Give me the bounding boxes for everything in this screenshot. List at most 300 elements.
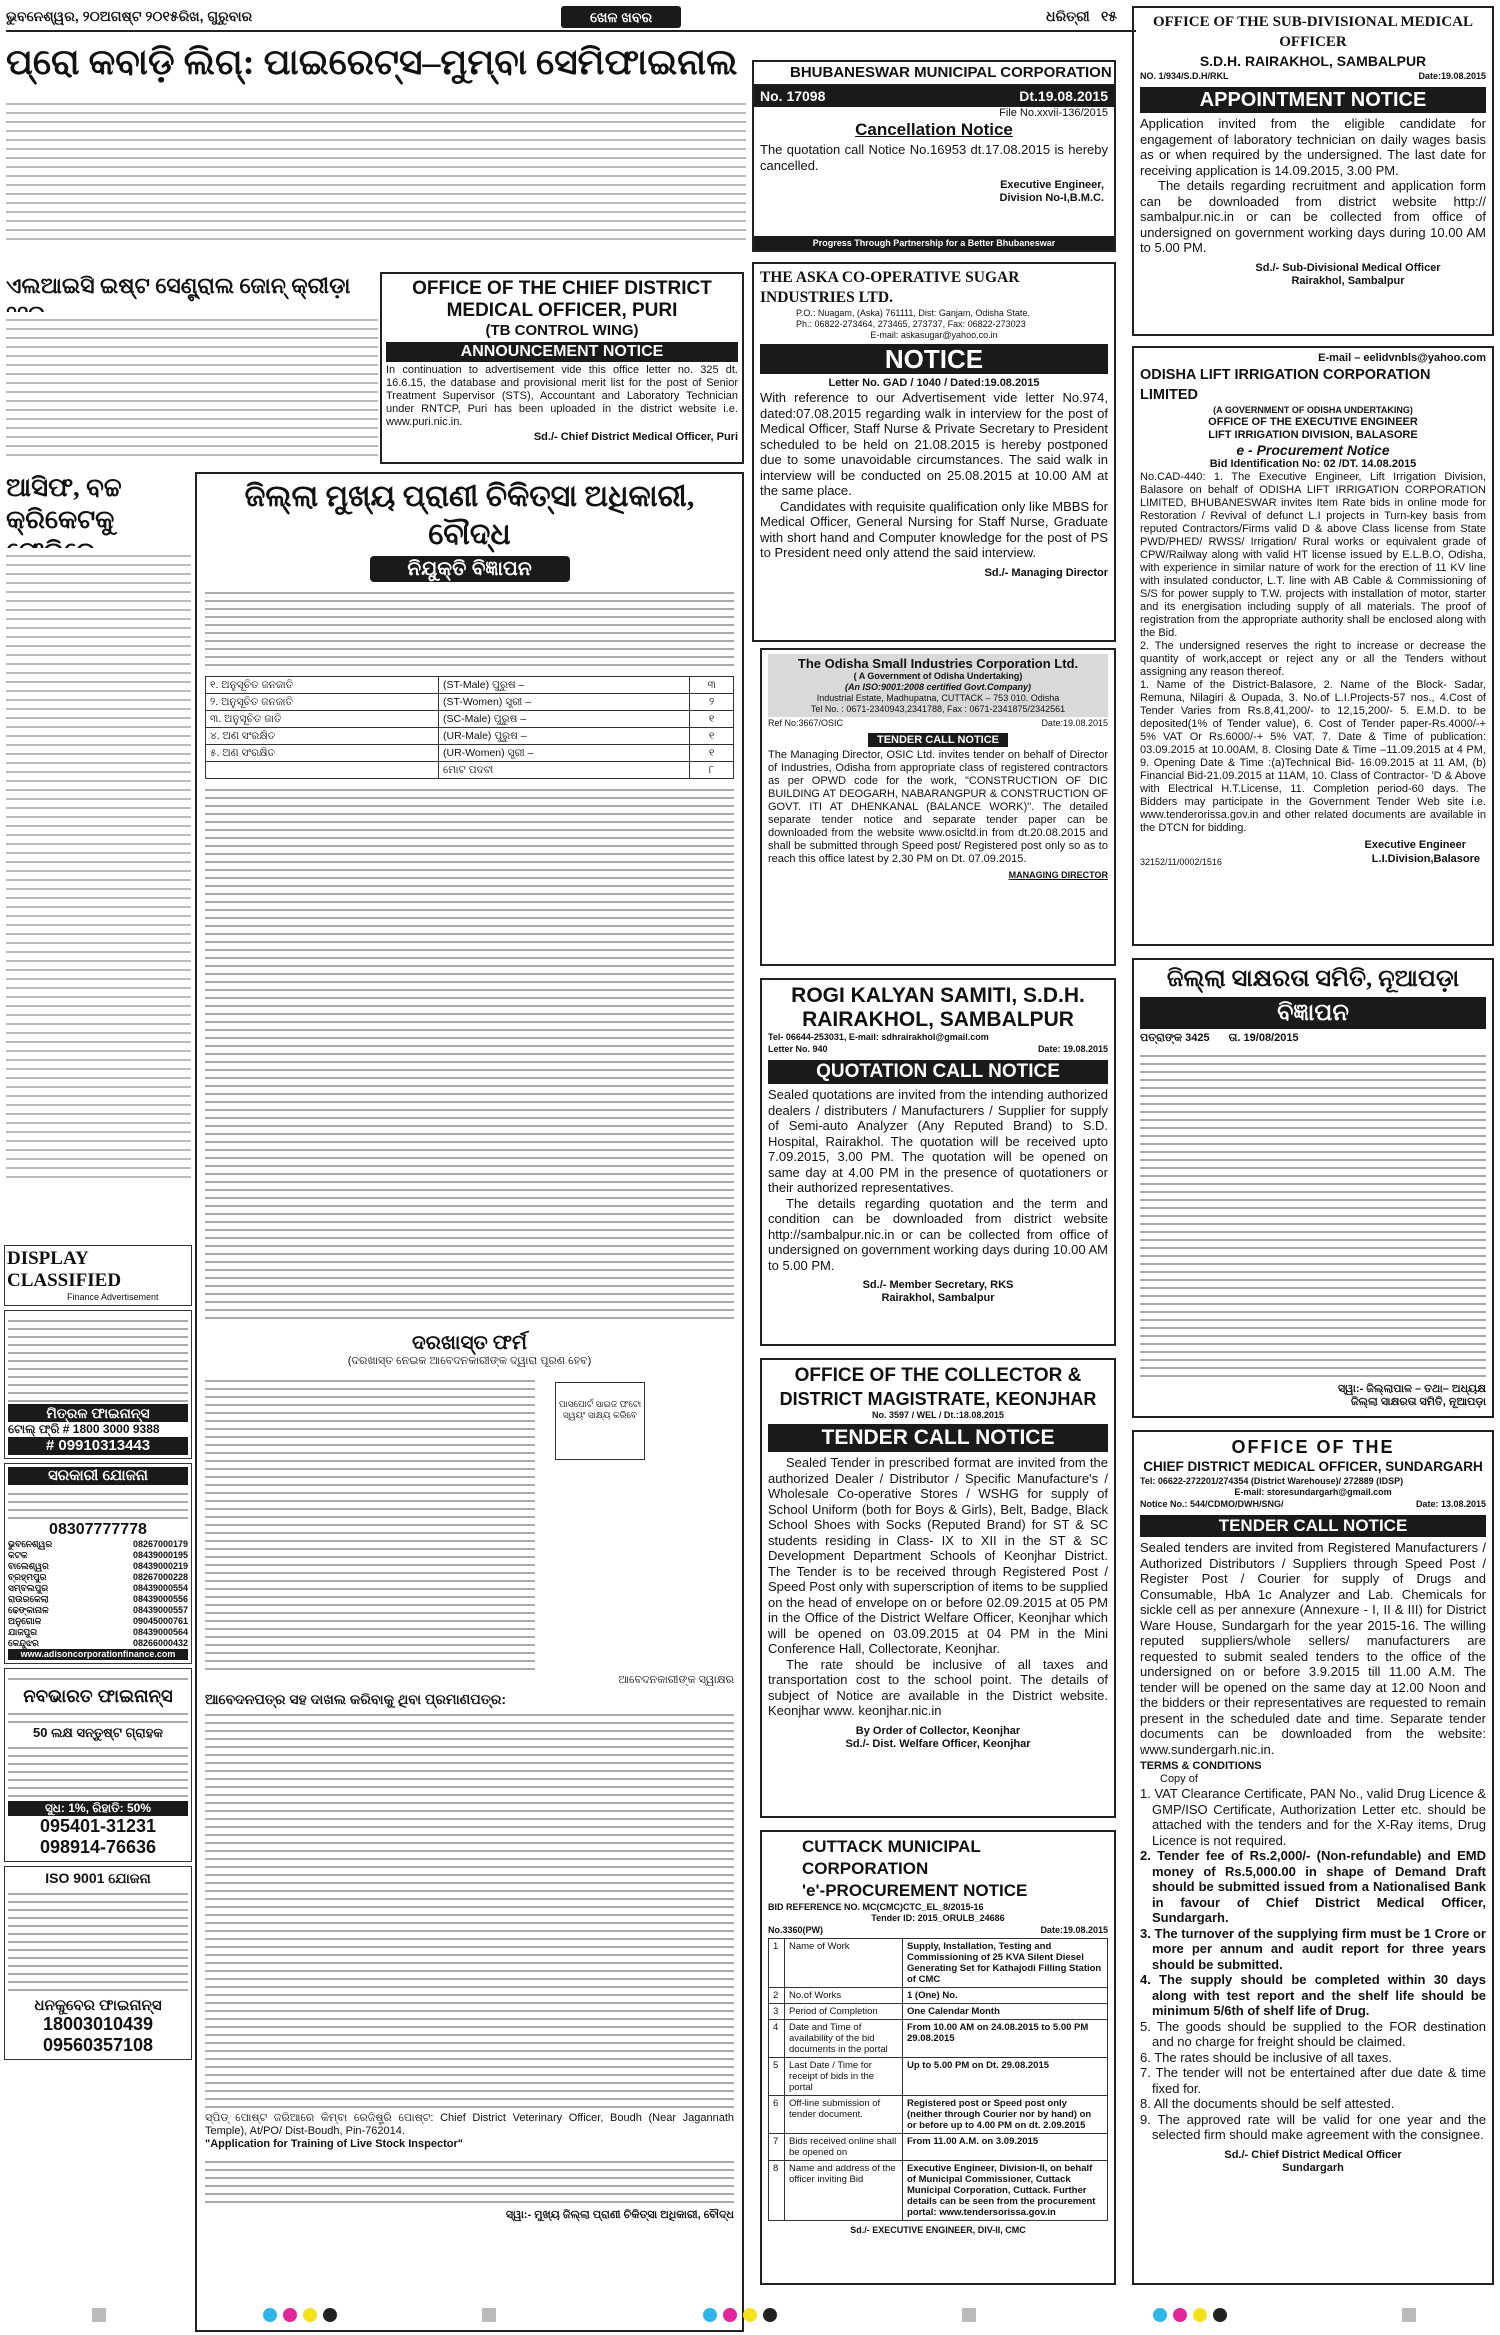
page-header [6,4,1136,32]
boudh-form-lines [205,1374,535,1670]
rks-title-2: RAIRAKHOL, SAMBALPUR [802,1008,1074,1031]
cdmo-puri-notice [380,272,744,464]
sundargarh-sign-2: Sundargarh [1282,2161,1344,2174]
adi-phone-row [8,1594,188,1605]
magenta-dot [283,2308,297,2322]
cmc-table-row [769,2096,1108,2134]
adi-phone-number: 08439000557 [132,1605,188,1615]
sdmo-sign-1: Sd./- Sub-Divisional Medical Officer [1255,261,1441,274]
boudh-address: ସ୍ପିଡ୍ ପୋଷ୍ଟ ଜରିଆରେ କିମ୍ବା ରେଜିଷ୍ଟ୍ରି ପୋଷ୍ଟ: Chief District Veterinary Officer, Boudh (Near Jagannath Temple), At/PO/ Dist-Boudh, Pin-762014. [205,2112,734,2137]
olic-sign-2: L.I.Division,Balasore [1371,853,1480,865]
boudh-intro [205,586,734,672]
keonjhar-title-2: DISTRICT MAGISTRATE, KEONJHAR [779,1389,1097,1409]
sundargarh-term: 2. Tender fee of Rs.2,000/- (Non-refundable) and EMD money of Rs.5,000.00 in shape of Demand Draft should be submitted issued from a Nationalised Bank in favour of Chief District Medical Officer, Sundargarh. [1140,1848,1486,1925]
color-swatches-right [1150,2308,1230,2327]
boudh-table-row [206,745,734,762]
sdmo-body-1: Application invited from the eligible candidate for engagement of laboratory technician on daily wages basis as or when required by the undersigned. The last date for receiving application is 14.09.2015, 3.00 PM. [1140,116,1486,178]
osic-notice-label: TENDER CALL NOTICE [868,733,1008,747]
rks-body-2: The details regarding quotation and the term and condition can be downloaded from district website http://sambalpur.nic.in or can be collected from office of undersigned on government working days during 10.00 AM to 5.00 PM. [768,1195,1108,1273]
cmc-table-cell-sl: 8 [769,2161,785,2221]
boudh-table-cell-cat: (UR-Women) ସ୍ତ୍ରୀ – [439,745,690,762]
olic-govt: (A GOVERNMENT OF ODISHA UNDERTAKING) [1213,405,1413,415]
aska-letter: Letter No. GAD / 1040 / Dated:19.08.2015 [828,377,1040,389]
yellow-dot [1193,2308,1207,2322]
magenta-dot [723,2308,737,2322]
sundargarh-term: 9. The approved rate will be valid for one year and the selected firm should make agreement with the consignee. [1140,2111,1486,2142]
cmc-table-row [769,2004,1108,2020]
sundargarh-copy-of: Copy of [1160,1773,1198,1785]
dhankuber-phone-1: 18003010439 [42,2014,154,2034]
aska-sign: Sd./- Managing Director [984,566,1108,579]
boudh-table-cell-cat: ମୋଟ ପଦବୀ [439,762,690,779]
cmc-tender-id: Tender ID: 2015_ORULB_24686 [871,1913,1005,1923]
rks-letter: Letter No. 940 [768,1044,828,1054]
adi-phone-city: ବ୍ରହ୍ମପୁର [8,1572,47,1582]
sdmo-notice [1132,6,1494,336]
olic-body-3: 1. Name of the District-Balasore, 2. Name of the Block- Sadar, Remuna, Nilagiri & Oupada, 3. No.of L.I.Projects-57 nos., 4.Cost of Tender Varies from Rs.8,41,200/- to 12,15,200/- 5. E.M.D. to be deposited(1% of Tender value), 6. Cost of Tender paper-Rs.4000/-+ 5% VAT Or Rs.6000/-+ 5% VAT. 7. Date & Time of publication: 03.09.2015 at 10.00AM, 8. Closing Date & Time –11.09.2015 at 4 PM, 9. Opening Date & Time :(a)Technical Bid- 16.09.2015 at 11 AM, (b) Financial Bid-21.09.2015 at 11AM, 10. Class of Contractor- 'D & Above with Electrical H.T.License, 11. Completion period-60 days. The Bidders may participate in the Government Tender Web site i.e. www.tenderorissa.gov.in and other related documents are available in the DTCN for bidding. [1140,679,1486,834]
nuapada-date: ତା. 19/08/2015 [1228,1032,1299,1044]
sundargarh-terms-title: TERMS & CONDITIONS [1140,1760,1262,1772]
lic-story [6,272,378,472]
nuapada-patrank-label: ପତ୍ରାଙ୍କ [1140,1032,1183,1044]
adi-phone-city: ଭୁବନେଶ୍ୱର [8,1539,53,1549]
bmc-title: Cancellation Notice [855,120,1013,139]
adi-phone-city: କଟକ [8,1550,28,1560]
cdmo-puri-title-1: OFFICE OF THE CHIEF DISTRICT [412,278,712,299]
keonjhar-title-1: OFFICE OF THE COLLECTOR & [794,1365,1082,1386]
olic-bid-id: Bid Identification No: 02 /DT. 14.08.2015 [1209,458,1417,470]
sundargarh-term: 4. The supply should be completed within 30 days along with test report and the shelf life should be minimum 5/6th of shelf life of Drug. [1140,1972,1486,2018]
boudh-table-cell-no: ୪. ଅଣ ସଂରକ୍ଷିତ [206,728,439,745]
cmc-table-cell-value: Up to 5.00 PM on Dt. 29.08.2015 [903,2058,1108,2096]
asif-headline-2: କ୍ରିକେଟକୁ [6,505,115,534]
aska-notice [752,262,1116,642]
sdmo-body-2: The details regarding recruitment and application form can be downloaded from district website http:// sambalpur.nic.in or can be collected from office of undersigned on government working days during 10.00 AM to 5.00 PM. [1140,178,1486,255]
asif-story [6,472,191,1282]
cmc-table-cell-value: Supply, Installation, Testing and Commissioning of 25 KVA Silent Diesel Generating Set for Kathajodi Filling Station of CMC [903,1939,1108,1988]
boudh-table-cell-no: ୨. ଅନୁସୂଚିତ ଜନଜାତି [206,694,439,711]
nabbharat-rate: ସୁଧ: 1%, ରିହାତି: 50% [8,1801,188,1816]
display-classified-banner [4,1245,192,1306]
rks-sign-2: Rairakhol, Sambalpur [881,1292,995,1304]
keonjhar-sign-2: Sd./- Dist. Welfare Officer, Keonjhar [845,1737,1031,1750]
adi-web: www.adisoncorporationfinance.com [8,1649,188,1660]
osic-govt: ( A Government of Odisha Undertaking) [853,671,1023,681]
adi-phone-number: 08439000556 [132,1594,188,1604]
nuapada-sign-1: ସ୍ୱା:- ଜିଲ୍ଲାପାଳ – ତଥା– ଅଧ୍ୟକ୍ଷ [1337,1383,1486,1395]
sdmo-date: Date:19.08.2015 [1418,71,1486,81]
osic-ref-row [768,717,1108,731]
osic-addr: Industrial Estate, Madhupatna, CUTTACK – 753 010. Odisha [816,693,1060,703]
yellow-dot [303,2308,317,2322]
boudh-title: ଜିଲ୍ଲା ମୁଖ୍ୟ ପ୍ରାଣୀ ଚିକିତ୍ସା ଅଧିକାରୀ, ବୌଦ୍ଧ [244,480,695,551]
adi-phone-number: 08439000195 [132,1550,188,1560]
dateline: ଭୁବନେଶ୍ୱର, ୨୦ଅଗଷ୍ଟ ୨୦୧୫ରିଖ, ଗୁରୁବାର [6,8,253,24]
adi-phone-row [8,1605,188,1616]
adi-phone-row [8,1583,188,1594]
sundargarh-terms-list [1140,1786,1486,2143]
iso-title: ISO 9001 ଯୋଜନା [45,1870,151,1886]
sundargarh-term: 8. All the documents should be self attested. [1140,2096,1395,2111]
cmc-table-row [769,2020,1108,2058]
cmc-no: No.3360(PW) [768,1925,824,1935]
aska-title: THE ASKA CO-OPERATIVE SUGAR INDUSTRIES LTD. [760,269,1020,306]
adi-phone-list [8,1539,188,1649]
sundargarh-term: 6. The rates should be inclusive of all taxes. [1140,2049,1392,2065]
cmc-table-cell-value: Registered post or Speed post only (neither through Courier nor by hand) on or before up to 4.00 PM on dt. 2.09.2015 [903,2096,1108,2134]
mitra-finance-name: ମିତ୍ରଳ ଫାଇନାନ୍ସ [8,1404,188,1422]
cmc-bid-ref: BID REFERENCE NO. MC(CMC)CTC_EL_8/2015-16 [768,1902,984,1912]
boudh-table-cell-cat: (SC-Male) ପୁରୁଷ – [439,711,690,728]
boudh-table-cell-count: ୧ [690,728,734,745]
bmc-body: The quotation call Notice No.16953 dt.17.08.2015 is hereby cancelled. [760,142,1108,173]
osic-date: Date:19.08.2015 [1041,718,1108,728]
cdmo-puri-sign: Sd./- Chief District Medical Officer, Puri [533,431,738,443]
sdmo-subtitle: S.D.H. RAIRAKHOL, SAMBALPUR [1199,53,1427,69]
bmc-no: No. 17098 [760,88,826,104]
rks-date: Date: 19.08.2015 [1037,1044,1108,1054]
cyan-dot [263,2308,277,2322]
osic-iso: (An ISO:9001:2008 certified Govt.Company) [844,682,1032,692]
section-label: ଖେଳ ଖବର [561,6,681,28]
black-dot [1213,2308,1227,2322]
adison-finance-ad [4,1463,192,1664]
grey-bar [1402,2308,1416,2322]
cmc-table-cell-label: No.of Works [785,1988,903,2004]
rks-tel: Tel- 06644-253031, E-mail: sdhrairakhol@gmail.com [768,1032,989,1042]
nabbharat-lakh: 50 ଲକ୍ଷ ସନ୍ତୁଷ୍ଟ ଗ୍ରାହକ [33,1725,163,1740]
rks-body-1: Sealed quotations are invited from the intending authorized dealers / distributers / Manufacturers / Supplier for supply of Semi-auto Analyzer (Any Reputed Brand) to S.D. Hospital, Rairakhol. The quotation will be received upto 7.09.2015, 3.00 PM. The quotation will be opened on same day at 4.00 PM in the presence of quotationers or their authorized representatives. [768,1087,1108,1195]
rks-sign-1: Sd./- Member Secretary, RKS [862,1279,1014,1291]
adi-phone-row [8,1616,188,1627]
boudh-table-row [206,677,734,694]
cmc-table-cell-value: From 11.00 A.M. on 3.09.2015 [903,2134,1108,2161]
nuapada-subtitle: ବିଜ୍ଞାପନ [1140,997,1486,1029]
adi-phone-number: 08439000564 [132,1627,188,1637]
keonjhar-notice-label: TENDER CALL NOTICE [768,1424,1108,1452]
olic-body-1: No.CAD-440: 1. The Executive Engineer, Lift Irrigation Division, Balasore on behalf of ODISHA LIFT IRRIGATION CORPORATION LIMITED, BHUBANESWAR invites Item Rate bids in online mode for Restoration / Revival of defunct L.I projects in Turn-key basis from reputed Contractors/Firms valid D & above Class license from State PWD/PHED/ RWSS/ Irrigation/ Rural works or equivalent grade of CPW/Railway along with valid HT license issued by E.L.B.O, Odisha, with experience in similar nature of work for the erection of 11 KV line with insulated conductor, L.T. line with AB Cable & Commissioning of S/S for power supply to T.W. projects with installation of motor, starter and its energisation including supply of all materials. The proof of registration from the appropriate authority shall be enclosed along with the Bid. [1140,471,1486,639]
adi-phone-city: ରାଉରକେଲା [8,1594,49,1604]
olic-sign-1: Executive Engineer [1364,839,1466,851]
adi-phone-city: ଯାଜପୁର [8,1627,38,1637]
adi-phone-number: 08267000179 [132,1539,188,1549]
cmc-table-row [769,2161,1108,2221]
boudh-recruitment [195,472,744,2332]
boudh-form-fields [205,1374,734,1674]
aska-body-1: With reference to our Advertisement vide letter No.974, dated:07.08.2015 regarding walk in interview for the post of Medical Officer, Staff Nurse & Private Secretary to President scheduled to be held on 21.08.2015 is hereby postponed due to some unavoidable circumstances. The said walk in interview will be conducted on 25.08.2015 at 10.00 AM at the same place. [760,390,1108,498]
grey-bar [962,2308,976,2322]
bmc-number-band [754,85,1114,107]
adi-phone-row [8,1627,188,1638]
sundargarh-title-1: OFFICE OF THE [1231,1437,1395,1457]
olic-footer [1140,839,1486,869]
boudh-table-cell-count: ୧ [690,745,734,762]
nuapada-ref-row [1140,1032,1486,1045]
asif-headline-1: ଆସିଫ, ବଚ୍ଚ [6,473,122,502]
brand: ଧରିତ୍ରୀ [1046,8,1090,24]
kabaddi-headline: ପ୍ରୋ କବାଡ଼ି ଲିଗ୍: ପାଇରେଟ୍ସ–ମୁମ୍ବା ସେମିଫାଇନାଲ [6,42,738,82]
cdmo-puri-title-2: MEDICAL OFFICER, PURI [446,300,678,321]
boudh-table-row [206,694,734,711]
aska-addr-2: Ph.: 06822-273464, 273465, 273737, Fax: 06822-273023 [796,319,1026,329]
nuapada-patrank: 3425 [1185,1032,1210,1044]
osic-notice [760,648,1116,966]
grey-bar [482,2308,496,2322]
keonjhar-body-2: The rate should be inclusive of all taxes and transportation cost to the school point. The details of subject of Notice are available in the District website. Keonjhar www. keonjhar.nic.in [768,1656,1108,1718]
yojana-phone: 08307777778 [49,1521,147,1538]
boudh-table-row [206,711,734,728]
mitra-tollfree: ଟୋଲ୍ ଫ୍ରି # 1800 3000 9388 [8,1422,160,1436]
sundargarh-term: 5. The goods should be supplied to the FOR destination and no charge for freight should be claimed. [1140,2018,1486,2049]
cmc-table-cell-label: Date and Time of availability of the bid documents in the portal [785,2020,903,2058]
bmc-sign-1: Executive Engineer, [1000,179,1104,191]
osic-header [768,654,1108,717]
adi-phone-city: ସମ୍ବଲପୁର [8,1583,49,1593]
nuapada-title: ଜିଲ୍ଲା ସାକ୍ଷରତା ସମିତି, ନୂଆପଡ଼ା [1166,966,1460,992]
sundargarh-email: E-mail: storesundargarh@gmail.com [1234,1487,1392,1497]
display-classified-sub: Finance Advertisement [67,1292,159,1302]
sundargarh-ref-row [1140,1498,1486,1512]
cmc-title: CUTTACK MUNICIPAL CORPORATION [802,1837,981,1878]
aska-addr-1: P.O.: Nuagam, (Aska) 761111, Dist: Ganjam, Odisha State. [796,308,1030,318]
boudh-table-cell-count: ୧ [690,711,734,728]
boudh-table-cell-count: ୨ [690,694,734,711]
sdmo-title: OFFICE OF THE SUB-DIVISIONAL MEDICAL OFFICER [1152,14,1474,50]
bmc-tagline: Progress Through Partnership for a Better Bhubaneswar [754,236,1114,250]
cyan-dot [703,2308,717,2322]
cmc-table-cell-label: Last Date / Time for receipt of bids in the portal [785,2058,903,2096]
cmc-table-cell-sl: 2 [769,1988,785,2004]
adi-phone-city: ଢେଙ୍କାନାଳ [8,1605,49,1615]
nabbharat-tagline [8,1707,188,1725]
cmc-table-cell-sl: 4 [769,2020,785,2058]
cmc-table-cell-sl: 5 [769,2058,785,2096]
sundargarh-tel: Tel: 06622-272201/274354 (District Warehouse)/ 272889 (IDSP) [1140,1476,1404,1486]
boudh-photo-box: ପାସପୋର୍ଟ ସାଇଜ ଫଟୋ ସ୍ୱୟଂ ସାକ୍ଷ୍ୟ କରିବେ [555,1382,645,1460]
cmc-table-row [769,2134,1108,2161]
nabbharat-title: ନବଭାରତ ଫାଇନାନ୍ସ [23,1686,173,1706]
boudh-table-cell-count: ୩ [690,677,734,694]
adi-phone-number: 08266000432 [132,1638,188,1648]
cmc-table-cell-label: Bids received online shall be opened on [785,2134,903,2161]
adi-phone-number: 09045000761 [132,1616,188,1626]
color-swatches-mid [700,2308,780,2327]
boudh-form-title: ଦରଖାସ୍ତ ଫର୍ମ [412,1332,527,1354]
black-dot [763,2308,777,2322]
dhankuber-phone-2: 09560357108 [42,2035,154,2055]
nabbharat-phone-1: 095401-31231 [39,1816,157,1836]
mitra-finance-text [8,1314,188,1404]
cdmo-puri-subtitle: (TB CONTROL WING) [485,322,639,339]
sdmo-notice-label: APPOINTMENT NOTICE [1140,87,1486,113]
sundargarh-term: 7. The tender will not be entertained after due date & time fixed for. [1140,2065,1486,2096]
classifieds-column [4,1245,192,2285]
boudh-signature: ଆବେଦନକାରୀଙ୍କ ସ୍ୱାକ୍ଷର [618,1674,734,1686]
color-swatches-left [260,2308,340,2327]
sundargarh-body: Sealed tenders are invited from Registered Manufacturers / Authorized Distributors / Suppliers through Speed Post / Register Post / Courier for supply of Drugs and Consumable, HbA 1c Analyzer and Lab. Chemicals for sickle cell as per annexure (Annexure - I, II & III) for District Ware House, Sundargarh for the year 2015-16. The willing reputed suppliers/whole sellers/ manufacturers are requested to submit sealed tenders to the office of the undersigned on or before 3.9.2015 till 11.00 A.M. The tender will be opened on the same day at 12.00 Noon and the bidders or their representatives are requested to remain present in the scheduled date and time. Separate tender documents can be downloaded from the website: www.sundergarh.nic.in. [1140,1540,1486,1757]
cmc-date: Date:19.08.2015 [1040,1925,1108,1935]
boudh-table-cell-no: ୩. ଅନୁସୂଚିତ ଜାତି [206,711,439,728]
cdmo-puri-notice-label: ANNOUNCEMENT NOTICE [386,342,738,362]
olic-email: E-mail – eelidvnbls@yahoo.com [1318,352,1486,364]
kabaddi-body [6,96,746,246]
aska-body-2: Candidates with requisite qualification only like MBBS for Medical Officer, General Nursing for Staff Nurse, Graduate with short hand and Computer knowledge for the post of PS to President need only attend the said interview. [760,498,1108,560]
rks-title-1: ROGI KALYAN SAMITI, S.D.H. [791,984,1085,1007]
aska-notice-label: NOTICE [760,344,1108,374]
yellow-dot [743,2308,757,2322]
olic-notice [1132,346,1494,946]
cmc-table [768,1938,1108,2221]
rks-notice-label: QUOTATION CALL NOTICE [768,1060,1108,1084]
sdmo-ref-row [1140,70,1486,84]
sundargarh-term: 1. VAT Clearance Certificate, PAN No., valid Drug Licence & GMP/ISO Certificate, Authorization Letter etc. should be attached with the tenders and for the X-Ray items, Drug Licence is not required. [1140,1786,1486,1848]
nuapada-body [1140,1049,1486,1379]
sundargarh-title-2: CHIEF DISTRICT MEDICAL OFFICER, SUNDARGARH [1143,1459,1483,1474]
asif-body [6,548,191,1183]
sundargarh-notice-no: Notice No.: 544/CDMO/DWH/SNG/ [1140,1499,1284,1509]
cmc-table-cell-label: Name and address of the officer inviting Bid [785,2161,903,2221]
page-number: ୧୫ [1101,8,1118,24]
sdmo-no: NO. 1/934/S.D.H/RKL [1140,71,1229,81]
mitra-finance-ad [4,1310,192,1459]
osic-sign: MANAGING DIRECTOR [1008,870,1108,880]
boudh-post-table [205,676,734,779]
boudh-cert-list [205,1708,734,2108]
cyan-dot [1153,2308,1167,2322]
cmc-table-cell-value: 1 (One) No. [903,1988,1108,2004]
sundargarh-date: Date: 13.08.2015 [1415,1499,1486,1509]
nabbharat-phone-2: 098914-76636 [39,1837,157,1857]
cmc-notice-label: 'e'-PROCUREMENT NOTICE [802,1881,1028,1900]
keonjhar-body-1: Sealed Tender in prescribed format are invited from the authorized Dealer / Distributor / Specific Manufacture's / Wholesale Co-operative Stores / WSHG for supply of School Uniform (both for Boys & Girls), Belt, Badge, Black School Shoes with Socks (Reputed Brand) for ST & SC students residing in Class- IX to XII in the ST & SC Development Department Schools of Keonjhar District. The Tender is to be received through Registered Post / Speed Post only with superscription of items to be supplied on the head of envelope on or before 02.09.2015 at 05 PM in the Office of the District Welfare Officer, Keonjhar which will be opened on 03.09.2015 at 04 PM in the Mini Conference Hall, Collectorate, Keonjhar. [768,1455,1108,1656]
black-dot [323,2308,337,2322]
boudh-cert-title: ଆବେଦନପତ୍ର ସହ ଦାଖଲ କରିବାକୁ ଥିବା ପ୍ରମାଣପତ୍ର: [205,1691,506,1707]
iso-text [8,1887,188,1997]
cmc-table-row [769,1988,1108,2004]
adi-phone-row [8,1572,188,1583]
nabbharat-text [8,1741,188,1801]
print-marks [0,2300,1500,2330]
bmc-date: Dt.19.08.2015 [1019,88,1108,104]
bmc-notice [752,60,1116,252]
osic-title: The Odisha Small Industries Corporation Ltd. [797,656,1079,671]
nabbharat-top [8,1672,188,1686]
cmc-table-cell-value: Executive Engineer, Division-II, on behalf of Municipal Commissioner, Cuttack Municipal Corporation, Cuttack. Further details can be seen from the procurement portal: www.tendersorissa.gov.in [903,2161,1108,2221]
boudh-table-cell-cat: (ST-Male) ପୁରୁଷ – [439,677,690,694]
cmc-notice [760,1830,1116,2285]
boudh-sign: ସ୍ୱା:- ମୁଖ୍ୟ ଜିଲ୍ଲା ପ୍ରାଣୀ ଚିକିତ୍ସା ଅଧିକାରୀ, ବୌଦ୍ଧ [505,2209,734,2221]
olic-code: 32152/11/0002/1516 [1140,857,1222,867]
cmc-ref-row [768,1924,1108,1938]
olic-procurement-label: e - Procurement Notice [1236,442,1390,458]
boudh-application-for: "Application for Training of Live Stock Inspector" [205,2138,463,2150]
bmc-org: BHUBANESWAR MUNICIPAL CORPORATION [754,62,1114,85]
adi-phone-row [8,1561,188,1572]
sundargarh-notice [1132,1430,1494,2285]
adi-phone-number: 08439000219 [132,1561,188,1571]
nabbharat-finance-ad [4,1668,192,1862]
adi-phone-row [8,1550,188,1561]
adi-phone-row [8,1539,188,1550]
grey-bar [92,2308,106,2322]
boudh-table-row [206,728,734,745]
sundargarh-sign-1: Sd./- Chief District Medical Officer [1224,2148,1402,2161]
boudh-table-cell-count: ୮ [690,762,734,779]
dhankuber-finance-ad [4,1866,192,2060]
lic-headline: ଏଲଆଇସି ଇଷ୍ଟ ସେଣ୍ଟ୍ରାଲ ଜୋନ୍ କ୍ରୀଡ଼ା [6,273,351,298]
nuapada-notice [1132,958,1494,1418]
boudh-terms [205,783,734,1323]
olic-office-1: OFFICE OF THE EXECUTIVE ENGINEER [1208,416,1418,428]
adi-phone-city: ବାଲେଶ୍ୱର [8,1561,49,1571]
osic-body: The Managing Director, OSIC Ltd. invites tender on behalf of Director of Industries, Odisha from appropriate class of registered contractors as per OPWD code for the work, "CONSTRUCTION OF DIC BUILDING AT DEOGARH, NABARANGPUR & CONSTRUCTION OF GOVT. ITI AT DHENKANAL (BALANCE WORK)". The detailed separate tender notice and separate tender paper can be downloaded from the website www.osicltd.in from dt.20.08.2015 and shall be submitted through Speed post/ Registered post only so as to reach this office latest by 2.30 PM on Dt. 07.09.2015. [768,749,1108,865]
yojana-text [8,1487,188,1519]
dhankuber-name: ଧନକୁବେର ଫାଇନାନ୍ସ [34,1997,162,2014]
boudh-table-row [206,762,734,779]
boudh-table-cell-no: ୧. ଅନୁସୂଚିତ ଜନଜାତି [206,677,439,694]
adi-phone-number: 08267000228 [132,1572,188,1582]
sundargarh-term: 3. The turnover of the supplying firm must be 1 Crore or more per annum and audit report for three years should be submitted. [1140,1925,1486,1972]
nuapada-sign-2: ଜିଲ୍ଲା ସାକ୍ଷରତା ସମିତି, ନୂଆପଡ଼ା [1350,1396,1486,1408]
boudh-form-sub: (ଦରଖାସ୍ତ ନେଇକ ଆବେଦନକାରୀଙ୍କ ଦ୍ୱାରା ପୂରଣ ହେବ) [347,1355,592,1367]
osic-ref: Ref No:3667/OSIC [768,718,844,728]
boudh-table-cell-cat: (ST-Women) ସ୍ତ୍ରୀ – [439,694,690,711]
rks-notice [760,978,1116,1346]
boudh-subtitle: ନିଯୁକ୍ତି ବିଜ୍ଞାପନ [370,556,570,582]
cmc-table-cell-label: Period of Completion [785,2004,903,2020]
boudh-table-cell-cat: (UR-Male) ପୁରୁଷ – [439,728,690,745]
cmc-table-cell-sl: 6 [769,2096,785,2134]
rks-ref-row [768,1043,1108,1057]
boudh-table-cell-no [206,762,439,779]
cmc-table-cell-sl: 3 [769,2004,785,2020]
olic-body-2: 2. The undersigned reserves the right to increase or decrease the quantity of work,accept or reject any or all the Tenders without assigning any reason thereof. [1140,640,1486,678]
adi-phone-row [8,1638,188,1649]
sundargarh-notice-label: TENDER CALL NOTICE [1140,1515,1486,1537]
cmc-table-cell-value: From 10.00 AM on 24.08.2015 to 5.00 PM 29.08.2015 [903,2020,1108,2058]
sdmo-sign-2: Rairakhol, Sambalpur [1291,274,1405,287]
bmc-sign-2: Division No-I,B.M.C. [999,192,1104,204]
adi-phone-city: ଅନୁଗୋଳ [8,1616,42,1626]
magenta-dot [1173,2308,1187,2322]
cmc-table-cell-sl: 7 [769,2134,785,2161]
bmc-file: File No.xxvii-136/2015 [999,107,1108,119]
osic-tel: Tel No. : 0671-2340943,2341788, Fax : 0671-2341875/2342561 [810,704,1066,714]
cmc-table-cell-sl: 1 [769,1939,785,1988]
olic-title: ODISHA LIFT IRRIGATION CORPORATION LIMITED [1140,367,1431,403]
keonjhar-notice [760,1358,1116,1818]
keonjhar-memo: No. 3597 / WEL / Dt.:18.08.2015 [872,1410,1004,1420]
boudh-table-cell-no: ୫. ଅଣ ସଂରକ୍ଷିତ [206,745,439,762]
mitra-phone: # 09910313443 [8,1437,188,1455]
cdmo-puri-body: In continuation to advertisement vide this office letter no. 325 dt. 16.6.15, the database and provisional merit list for the post of Senior Treatment Supervisor (STS), Accountant and Laboratory Technician under RNTCP, Puri has been uploaded in the district website i.e. www.puri.nic.in. [386,364,738,428]
olic-office-2: LIFT IRRIGATION DIVISION, BALASORE [1208,429,1418,441]
cmc-sign: Sd./- EXECUTIVE ENGINEER, DIV-II, CMC [850,2225,1026,2235]
lic-body [6,312,378,462]
cmc-table-row [769,1939,1108,1988]
adi-phone-city: କେନ୍ଦୁଝର [8,1638,39,1648]
cmc-table-cell-label: Off-line submission of tender document. [785,2096,903,2134]
display-classified-title: DISPLAY CLASSIFIED [7,1248,122,1291]
cmc-table-cell-label: Name of Work [785,1939,903,1988]
cmc-table-row [769,2058,1108,2096]
yojana-title: ସରକାରୀ ଯୋଜନା [8,1467,188,1485]
adi-phone-number: 08439000554 [132,1583,188,1593]
aska-email: E-mail: askasugar@yahoo.co.in [870,330,998,340]
boudh-footnotes [205,2155,734,2205]
keonjhar-sign-1: By Order of Collector, Keonjhar [855,1724,1021,1737]
cmc-table-cell-value: One Calendar Month [903,2004,1108,2020]
